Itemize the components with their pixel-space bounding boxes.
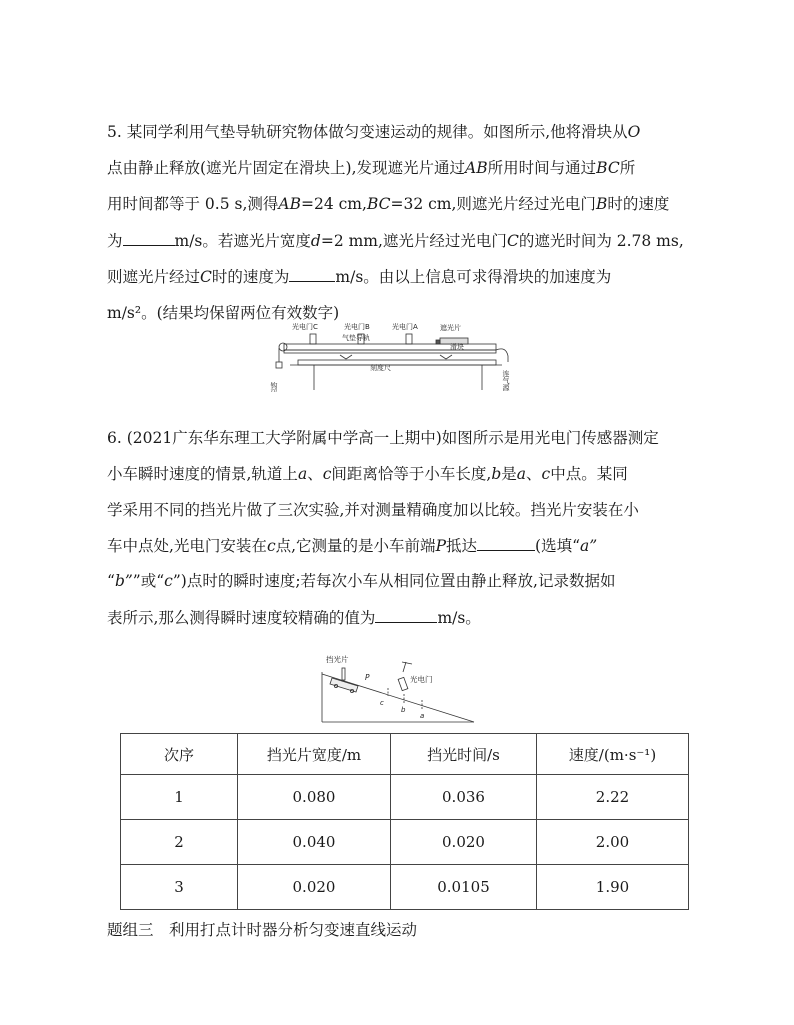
shade-flag-icon — [342, 668, 345, 680]
gate-c-icon — [310, 334, 316, 344]
svg-text:c: c — [380, 699, 384, 707]
photogate-icon — [398, 677, 408, 690]
q6-line-3: 学采用不同的挡光片做了三次实验,并对测量精确度加以比较。挡光片安装在小 — [107, 501, 639, 519]
table-row: 1 0.080 0.036 2.22 — [121, 775, 689, 820]
q5-line-1: 5. 某同学利用气垫导轨研究物体做匀变速运动的规律。如图所示,他将滑块从O — [107, 123, 641, 141]
q6-line-4: 车中点处,光电门安装在c点,它测量的是小车前端P抵达 (选填“a” — [107, 537, 598, 555]
q6-line-1: 6. (2021广东华东理工大学附属中学高一上期中)如图所示是用光电门传感器测定 — [107, 429, 659, 447]
air-hose — [496, 349, 508, 362]
air-track-figure — [270, 320, 520, 392]
section-heading: 题组三 利用打点计时器分析匀变速直线运动 — [107, 921, 418, 939]
air-track-rail — [284, 344, 496, 350]
svg-text:滑块: 滑块 — [450, 343, 464, 351]
answer-blank-4[interactable] — [375, 608, 437, 623]
svg-text:遮光片: 遮光片 — [440, 324, 461, 332]
svg-text:光电门B: 光电门B — [344, 323, 370, 331]
header-index: 次序 — [121, 734, 238, 775]
svg-text:光电门A: 光电门A — [392, 323, 418, 331]
svg-text:光电门C: 光电门C — [292, 323, 318, 331]
ruler-bar — [298, 360, 496, 365]
table-row: 3 0.020 0.0105 1.90 — [121, 865, 689, 910]
svg-text:钩码: 钩码 — [270, 382, 278, 392]
svg-text:光电门: 光电门 — [410, 675, 433, 684]
q5-line-6: m/s²。(结果均保留两位有效数字) — [107, 304, 340, 322]
svg-text:挡光片: 挡光片 — [326, 655, 349, 664]
gate-a-icon — [406, 334, 412, 344]
svg-text:连气源: 连气源 — [502, 370, 510, 391]
header-speed: 速度/(m·s⁻¹) — [537, 734, 689, 775]
pulley-icon — [279, 343, 287, 351]
q6-line-2: 小车瞬时速度的情景,轨道上a、c间距离恰等于小车长度,b是a、c中点。某同 — [107, 465, 628, 483]
svg-text:b: b — [401, 706, 406, 714]
q5-line-2: 点由静止释放(遮光片固定在滑块上),发现遮光片通过AB所用时间与通过BC所 — [107, 159, 636, 177]
header-time: 挡光时间/s — [391, 734, 537, 775]
q5-line-4: 为 m/s。若遮光片宽度d=2 mm,遮光片经过光电门C的遮光时间为 2.78 ms, — [107, 232, 684, 250]
incline-figure — [318, 652, 478, 724]
svg-text:刻度尺: 刻度尺 — [370, 364, 391, 372]
answer-blank-1[interactable] — [123, 231, 175, 246]
svg-text:a: a — [420, 712, 425, 720]
table-row: 2 0.040 0.020 2.00 — [121, 820, 689, 865]
q5-line-5: 则遮光片经过C时的速度为 m/s。由以上信息可求得滑块的加速度为 — [107, 268, 612, 286]
q5-line-3: 用时间都等于 0.5 s,测得AB=24 cm,BC=32 cm,则遮光片经过光电门B时的速度 — [107, 195, 670, 213]
answer-blank-2[interactable] — [289, 267, 335, 282]
incline-track — [322, 674, 474, 722]
point-o: O — [627, 123, 641, 141]
svg-text:P: P — [365, 673, 370, 682]
svg-text:气垫导轨: 气垫导轨 — [342, 334, 370, 342]
weight-icon — [276, 362, 282, 368]
header-width: 挡光片宽度/m — [238, 734, 391, 775]
answer-blank-3[interactable] — [477, 536, 535, 551]
data-table — [120, 733, 689, 910]
table-header-row — [121, 734, 689, 775]
q6-line-5: “b””或“c”)点时的瞬时速度;若每次小车从相同位置由静止释放,记录数据如 — [107, 572, 616, 590]
q6-line-6: 表所示,那么测得瞬时速度较精确的值为 m/s。 — [107, 609, 481, 627]
